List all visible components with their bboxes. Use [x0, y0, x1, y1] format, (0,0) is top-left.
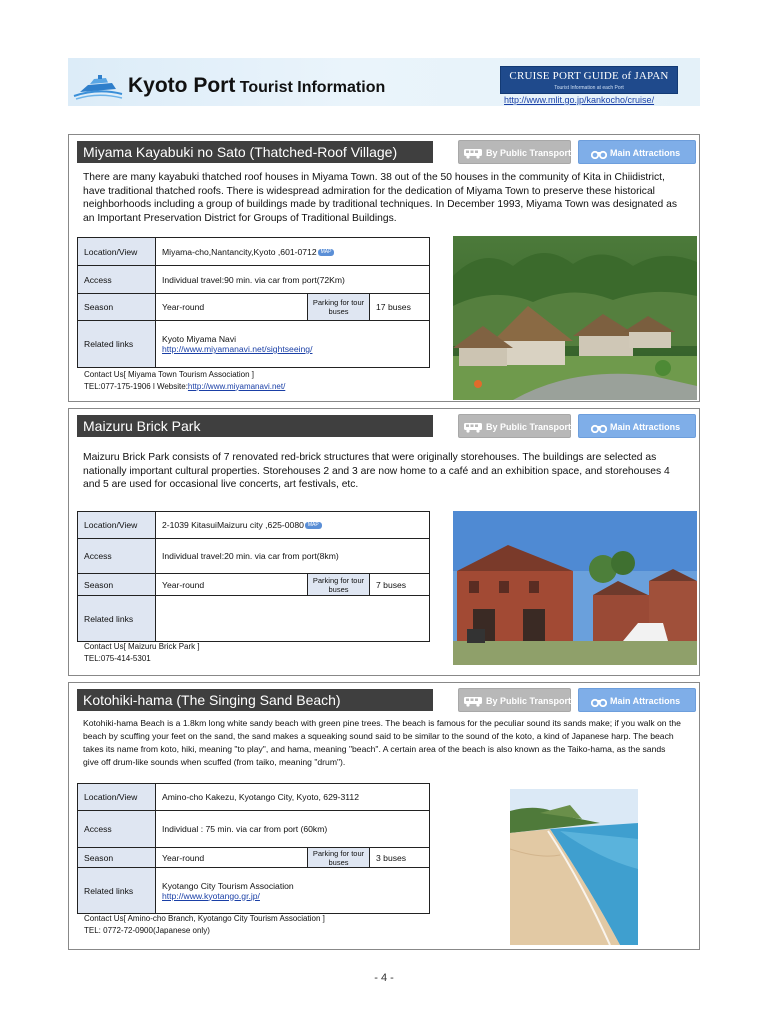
- location-value: [156, 512, 430, 539]
- by-public-transport-button[interactable]: [458, 414, 571, 438]
- contact-website-link[interactable]: http://www.miyamanavi.net/: [187, 381, 286, 391]
- by-public-transport-button[interactable]: [458, 140, 571, 164]
- main-attractions-label: Main Attractions: [610, 422, 681, 432]
- location-value: [156, 238, 430, 266]
- by-public-transport-label: By Public Transport: [486, 148, 572, 158]
- section-description: Maizuru Brick Park consists of 7 renovated red-brick structures that were originally storehouses. The buildings are selected as nationally important cultural properties. Storehouses 2 and 3 are now home to a café and an exhibition space, and storehouses 4 and 5 are used for occasional live concerts, art festivals, etc.: [83, 452, 670, 490]
- binoculars-icon: [591, 149, 607, 159]
- related-link-url[interactable]: http://www.kyotango.gr.jp/: [162, 890, 260, 901]
- location-label: Location/View: [78, 512, 156, 539]
- page-header: [68, 58, 700, 106]
- page-title-main: Kyoto Port: [128, 74, 236, 97]
- contact-org: Contact Us[ Miyama Town Tourism Association ]: [84, 370, 254, 379]
- parking-label: Parking for tour buses: [308, 848, 370, 868]
- location-label: Location/View: [78, 784, 156, 811]
- main-attractions-button[interactable]: [578, 414, 696, 438]
- parking-value: 7 buses: [370, 574, 430, 596]
- location-value: Amino-cho Kakezu, Kyotango City, Kyoto, 629-3112: [156, 784, 430, 811]
- kotohiki-hama-beach-photo: [510, 789, 638, 945]
- page-title: [128, 74, 385, 98]
- related-links-label: Related links: [78, 321, 156, 368]
- access-label: Access: [78, 539, 156, 574]
- section-title: Miyama Kayabuki no Sato (Thatched-Roof Village): [77, 141, 433, 163]
- maizuru-brick-park-photo: [453, 511, 697, 665]
- location-text: Miyama-cho,Nantancity,Kyoto ,601-0712: [162, 246, 317, 257]
- season-value: Year-round: [156, 294, 308, 321]
- access-label: Access: [78, 811, 156, 848]
- season-label: Season: [78, 848, 156, 868]
- bus-icon: [463, 422, 483, 433]
- header-url-link[interactable]: http://www.mlit.go.jp/kankocho/cruise/: [504, 95, 655, 105]
- section-maizuru-brick-park: [68, 408, 700, 676]
- by-public-transport-label: By Public Transport: [486, 422, 572, 432]
- parking-label: Parking for tour buses: [308, 574, 370, 596]
- bus-icon: [463, 696, 483, 707]
- main-attractions-label: Main Attractions: [610, 148, 681, 158]
- binoculars-icon: [591, 697, 607, 707]
- info-table: [77, 783, 430, 914]
- contact-tel: [84, 381, 285, 393]
- logo-subtitle: Tourist Information at each Port: [554, 85, 624, 91]
- contact-tel: TEL: 0772-72-0900(Japanese only): [84, 925, 210, 935]
- bus-icon: [463, 148, 483, 159]
- miyama-village-photo: [453, 236, 697, 400]
- cruise-port-guide-logo[interactable]: [500, 66, 678, 94]
- access-value: Individual travel:90 min. via car from port(72Km): [156, 266, 430, 294]
- section-description: There are many kayabuki thatched roof houses in Miyama Town. 38 out of the 50 houses in the community of Kita in Chiidistrict, have traditional thatched roofs. There is widespread admiration for the dedication of Miyama Town to preserve these historical neighborhoods including a group of buildings made by traditional techniques. In December 1993, Miyama Town was designated as an Important Preservation District for Groups of Traditional Buildings.: [83, 172, 677, 224]
- section-description: Kotohiki-hama Beach is a 1.8km long white sandy beach with green pine trees. The beach is famous for the peculiar sound its sands make; if you walk on the beach by scuffing your feet on the sand, the sand makes a squeaking sound said to be similar to the sound of the koto, a kind of Japanese harp. The beach takes its name from koto, hiki, meaning "to play", and hama, meaning "beach". A certain area of the beach is also known as the Taiko-hama, as the sands give off drum-like sounds when scuffed (from taiko, meaning "drum").: [83, 718, 681, 767]
- parking-label: Parking for tour buses: [308, 294, 370, 321]
- related-links-label: Related links: [78, 868, 156, 914]
- contact-org: Contact Us[ Maizuru Brick Park ]: [84, 642, 200, 651]
- season-value: Year-round: [156, 574, 308, 596]
- location-text: 2-1039 KitasuiMaizuru city ,625-0080: [162, 520, 304, 530]
- season-label: Season: [78, 294, 156, 321]
- main-attractions-button[interactable]: [578, 688, 696, 712]
- logo-title: CRUISE PORT GUIDE of JAPAN: [509, 70, 669, 82]
- access-value: Individual travel:20 min. via car from port(8km): [156, 539, 430, 574]
- related-links-value: [156, 868, 430, 914]
- contact-tel: TEL:075-414-5301: [84, 653, 151, 663]
- binoculars-icon: [591, 423, 607, 433]
- season-value: Year-round: [156, 848, 308, 868]
- map-icon[interactable]: MAP: [305, 522, 322, 529]
- related-link-url[interactable]: http://www.miyamanavi.net/sightseeing/: [162, 344, 313, 354]
- section-miyama: [68, 134, 700, 402]
- by-public-transport-button[interactable]: [458, 688, 571, 712]
- season-label: Season: [78, 574, 156, 596]
- page-number: - 4 -: [374, 972, 394, 984]
- contact-info: [84, 369, 285, 392]
- contact-org: Contact Us[ Amino-cho Branch, Kyotango City Tourism Association ]: [84, 914, 325, 923]
- by-public-transport-label: By Public Transport: [486, 696, 572, 706]
- section-title: Maizuru Brick Park: [77, 415, 433, 437]
- section-title: Kotohiki-hama (The Singing Sand Beach): [77, 689, 433, 711]
- related-links-value: [156, 596, 430, 642]
- related-links-value: [156, 321, 430, 368]
- contact-tel-text: TEL:077-175-1906 l Website:: [84, 381, 188, 391]
- location-label: Location/View: [78, 238, 156, 266]
- contact-info: [84, 913, 325, 936]
- cruise-ship-icon: [72, 74, 124, 100]
- related-links-label: Related links: [78, 596, 156, 642]
- section-kotohiki-hama: [68, 682, 700, 950]
- info-table: [77, 237, 430, 368]
- related-link-name: Kyoto Miyama Navi: [162, 334, 237, 344]
- map-icon[interactable]: MAP: [318, 249, 335, 256]
- page-title-sub: Tourist Information: [239, 79, 386, 96]
- info-table: [77, 511, 430, 642]
- parking-value: 3 buses: [370, 848, 430, 868]
- related-link-name: Kyotango City Tourism Association: [162, 880, 294, 891]
- access-value: Individual : 75 min. via car from port (60km): [156, 811, 430, 848]
- access-label: Access: [78, 266, 156, 294]
- contact-info: [84, 641, 200, 664]
- main-attractions-label: Main Attractions: [610, 696, 681, 706]
- parking-value: 17 buses: [370, 294, 430, 321]
- main-attractions-button[interactable]: [578, 140, 696, 164]
